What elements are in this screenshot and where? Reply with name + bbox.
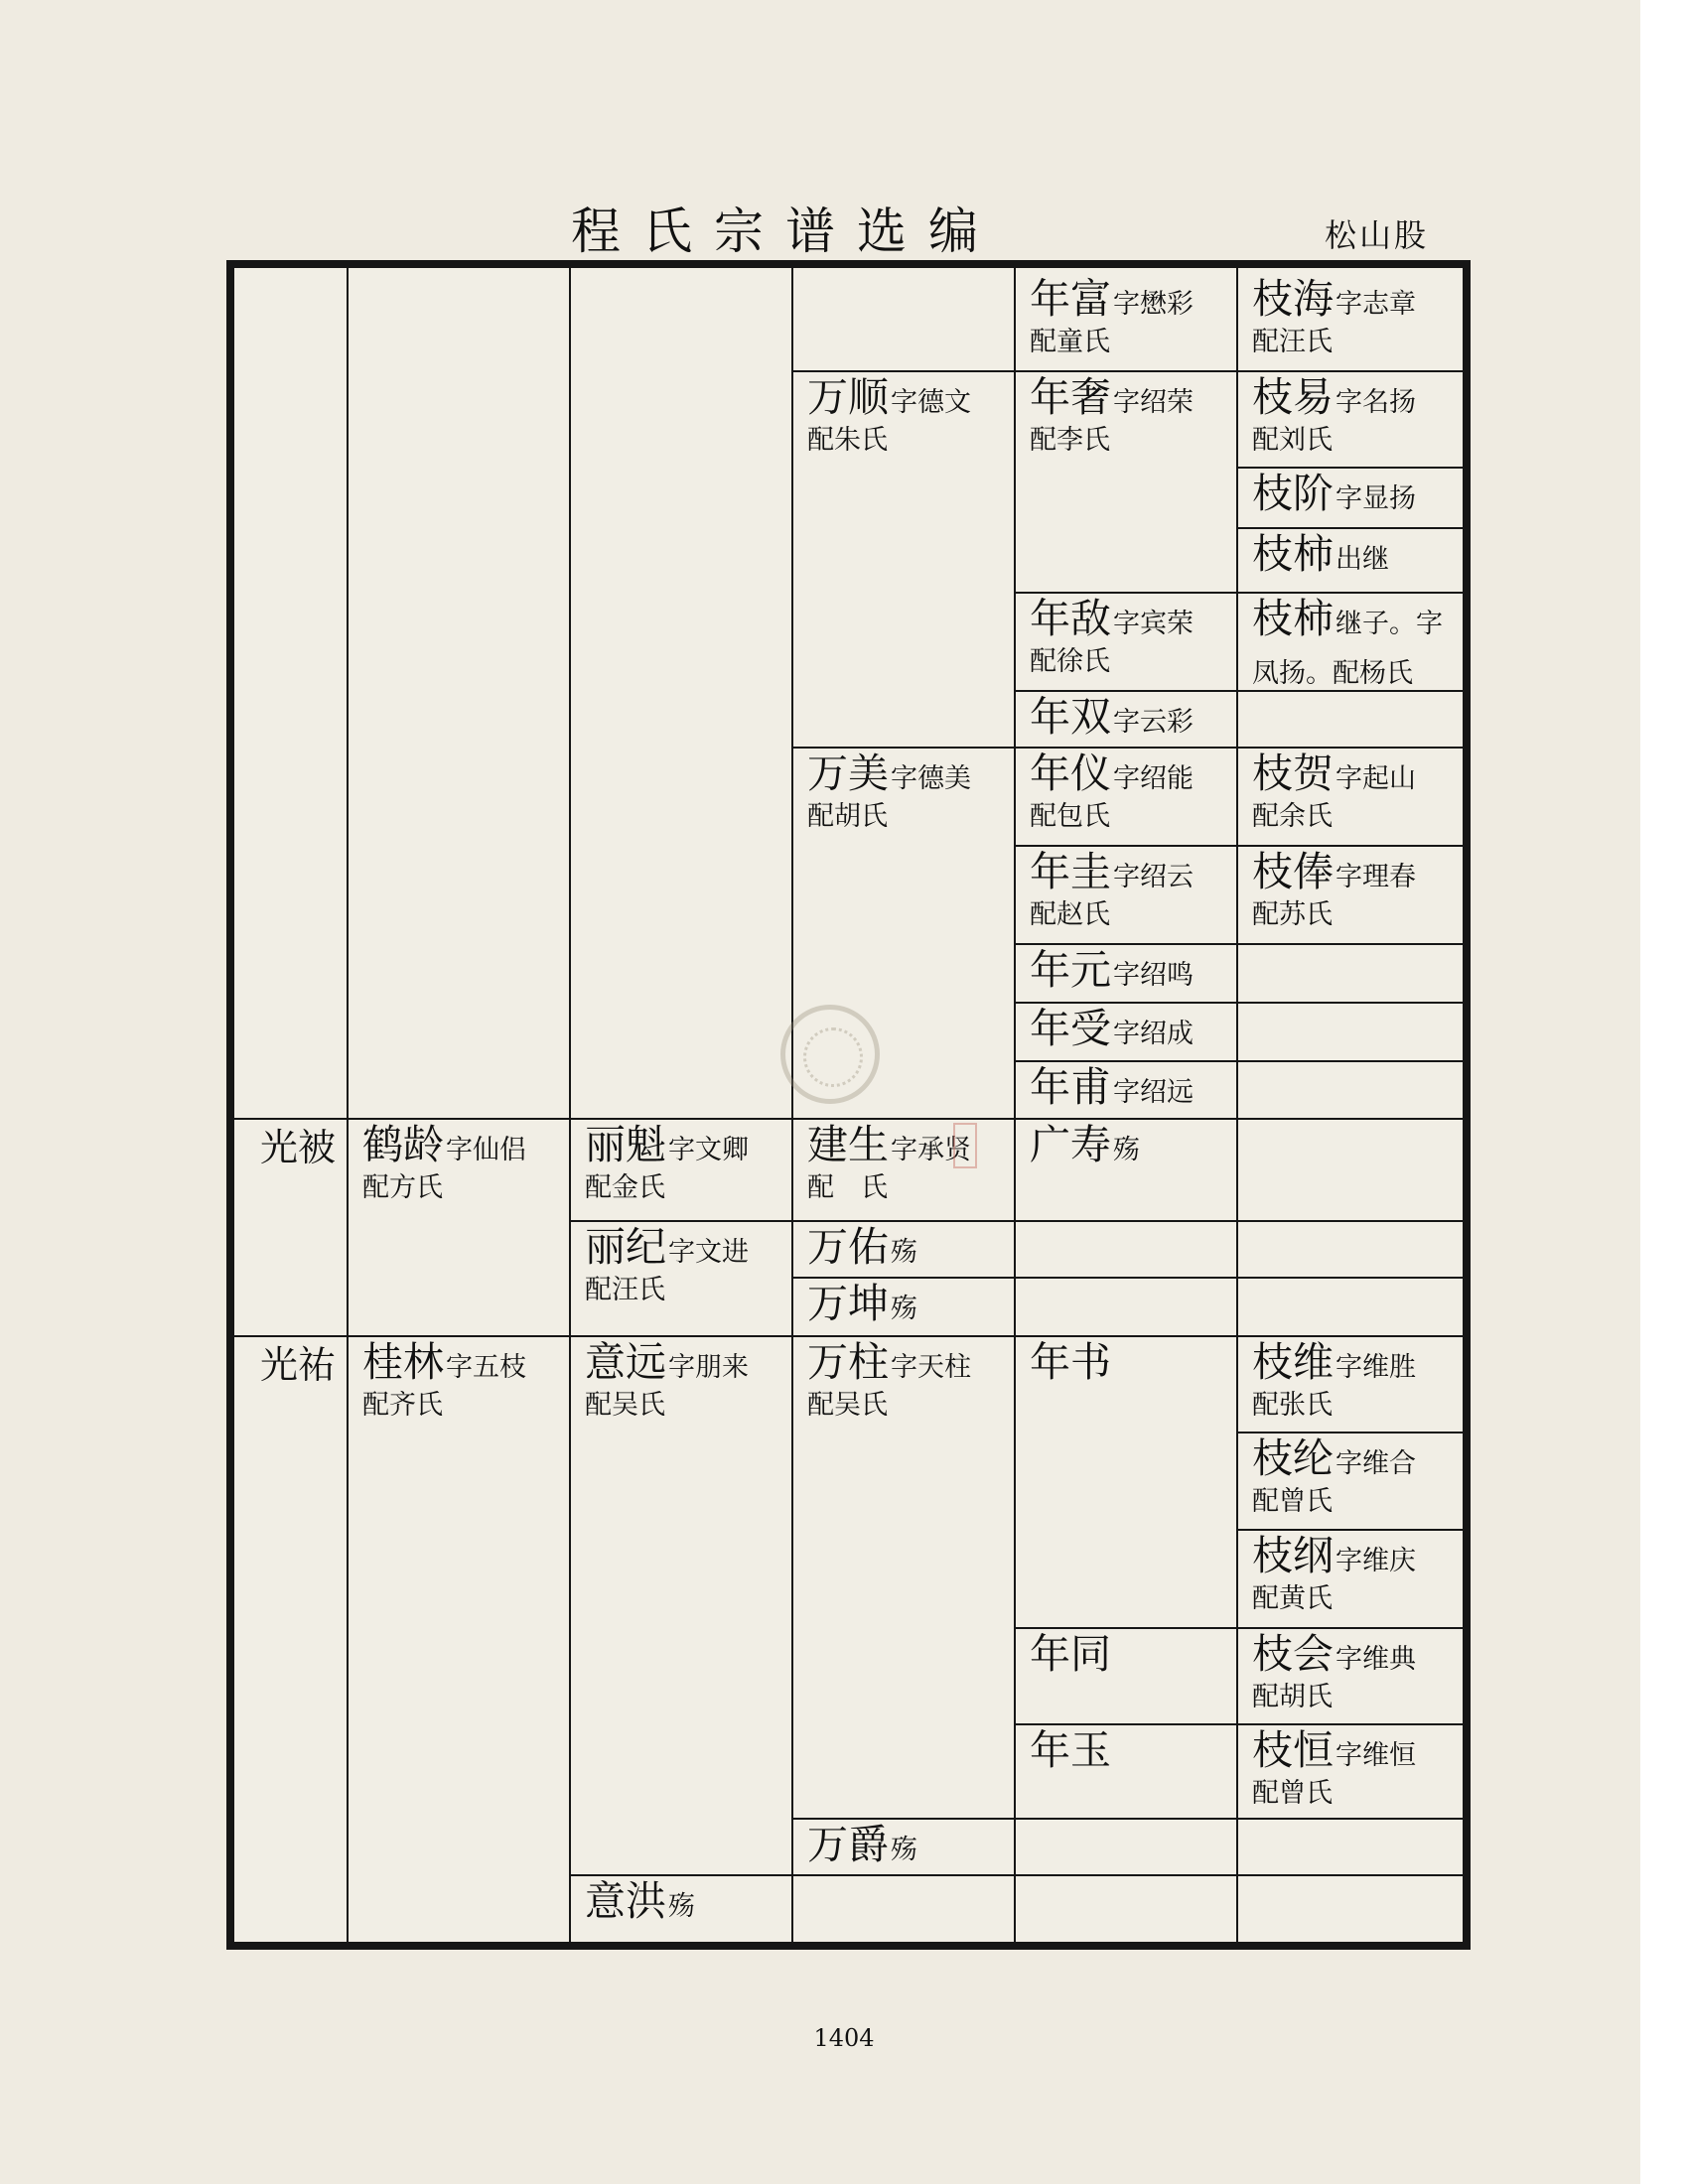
generation-5-entry	[1014, 370, 1194, 458]
row-divider	[569, 1874, 1463, 1876]
given-name: 年圭	[1030, 848, 1111, 895]
generation-6-entry	[1236, 467, 1416, 524]
person-name	[1030, 1062, 1194, 1118]
branch-label: 松山股	[1325, 216, 1430, 254]
courtesy-name: 字绍能	[1113, 763, 1194, 794]
person-name	[807, 372, 971, 428]
given-name: 枝俸	[1252, 848, 1334, 895]
given-name: 年双	[1030, 693, 1111, 741]
courtesy-name: 字显扬	[1336, 483, 1416, 514]
generation-3-entry	[569, 1118, 749, 1205]
note: 殇	[668, 1891, 695, 1922]
courtesy-name: 字承贤	[891, 1135, 971, 1165]
given-name: 丽纪	[585, 1223, 666, 1271]
courtesy-name: 字文卿	[668, 1135, 749, 1165]
generation-1-entry	[234, 1335, 336, 1393]
given-name: 万爵	[807, 1821, 889, 1868]
page-title: 程氏宗谱选编	[571, 203, 1000, 260]
spouse: 配吴氏	[585, 1390, 665, 1421]
spouse: 配吴氏	[807, 1390, 888, 1421]
courtesy-name: 字维胜	[1336, 1352, 1416, 1383]
courtesy-name: 字维典	[1336, 1644, 1416, 1675]
courtesy-name: 字仙侣	[446, 1135, 526, 1165]
courtesy-name: 字维恒	[1336, 1740, 1416, 1771]
column-divider	[347, 268, 349, 1942]
generation-6-entry	[1236, 747, 1416, 834]
column-divider	[791, 268, 793, 1942]
person-name	[807, 1279, 917, 1334]
given-name: 枝纲	[1252, 1532, 1334, 1579]
given-name: 枝柿	[1252, 595, 1334, 642]
given-name: 枝阶	[1252, 470, 1334, 517]
given-name: 万坤	[807, 1280, 889, 1327]
courtesy-name: 字宾荣	[1113, 609, 1194, 639]
generation-4-entry	[791, 1335, 971, 1423]
person-name	[1030, 847, 1194, 902]
courtesy-name: 字文进	[668, 1237, 749, 1268]
courtesy-name: 字维庆	[1336, 1546, 1416, 1576]
person-name	[1252, 1725, 1416, 1781]
generation-4-entry	[791, 1277, 917, 1334]
person-name: 年玉	[1030, 1726, 1111, 1774]
generation-4-entry	[791, 370, 971, 458]
generation-4-entry	[791, 747, 971, 834]
person-name: 光被	[260, 1126, 337, 1169]
given-name: 年仪	[1030, 750, 1111, 797]
person-name	[1252, 1531, 1416, 1586]
given-name: 枝柿	[1252, 530, 1334, 578]
watermark-seal	[780, 1005, 880, 1104]
spouse: 配曾氏	[1252, 1486, 1333, 1517]
spouse: 配 氏	[807, 1172, 888, 1203]
spouse: 配方氏	[362, 1172, 443, 1203]
generation-4-entry	[791, 1220, 917, 1278]
person-name	[1252, 847, 1416, 902]
generation-6-entry	[1236, 370, 1416, 458]
person-name	[1030, 372, 1194, 428]
person-name	[1030, 274, 1194, 330]
given-name: 广寿	[1030, 1121, 1111, 1168]
genealogy-table	[234, 268, 1463, 1942]
generation-4-entry	[791, 1118, 971, 1205]
person-name: 年书	[1030, 1338, 1111, 1386]
person-name	[807, 1337, 971, 1393]
column-divider	[569, 268, 571, 1942]
given-name: 年富	[1030, 275, 1111, 323]
generation-5-entry	[1014, 845, 1194, 932]
generation-5-entry	[1014, 1627, 1111, 1679]
person-name	[1252, 274, 1416, 330]
spouse: 配徐氏	[1030, 646, 1110, 677]
person-name	[807, 1222, 917, 1278]
given-name: 意洪	[585, 1877, 666, 1925]
courtesy-name: 字志章	[1336, 289, 1416, 320]
person-name	[1030, 1004, 1194, 1059]
courtesy-name: 字绍成	[1113, 1019, 1194, 1049]
note: 殇	[891, 1237, 917, 1268]
person-name	[807, 749, 971, 804]
spouse: 配童氏	[1030, 327, 1110, 357]
generation-5-entry	[1014, 747, 1194, 834]
person-name	[807, 1120, 971, 1175]
person-name	[1030, 749, 1194, 804]
given-name: 枝纶	[1252, 1434, 1334, 1482]
given-name: 桂林	[362, 1338, 444, 1386]
given-name: 意远	[585, 1338, 666, 1386]
courtesy-name: 字德美	[891, 763, 971, 794]
spouse: 配李氏	[1030, 425, 1110, 456]
given-name: 枝海	[1252, 275, 1334, 323]
person-name	[362, 1337, 526, 1393]
given-name: 年受	[1030, 1005, 1111, 1052]
generation-4-entry	[791, 1818, 917, 1875]
generation-3-entry	[569, 1335, 749, 1423]
courtesy-name: 字天柱	[891, 1352, 971, 1383]
spouse: 配金氏	[585, 1172, 665, 1203]
generation-6-entry	[1236, 1529, 1416, 1616]
person-name	[1252, 1337, 1416, 1393]
person-name: 年同	[1030, 1630, 1111, 1678]
spouse: 配曾氏	[1252, 1778, 1333, 1809]
given-name: 年甫	[1030, 1063, 1111, 1111]
courtesy-name: 字绍云	[1113, 862, 1194, 892]
generation-5-entry	[1014, 1723, 1111, 1775]
person-name	[1030, 1120, 1140, 1175]
person-name	[585, 1120, 749, 1175]
spouse: 配苏氏	[1252, 899, 1333, 930]
courtesy-name: 字维合	[1336, 1448, 1416, 1479]
spouse: 配汪氏	[585, 1275, 665, 1305]
spouse: 配刘氏	[1252, 425, 1333, 456]
given-name: 年元	[1030, 946, 1111, 994]
generation-6-entry	[1236, 592, 1465, 693]
generation-6-entry	[1236, 527, 1389, 585]
note: 殇	[1113, 1135, 1140, 1165]
generation-6-entry	[1236, 1335, 1416, 1423]
generation-5-entry	[1014, 1060, 1194, 1118]
note: 继子。字凤扬。配杨氏	[1252, 609, 1443, 689]
spouse: 配胡氏	[1252, 1682, 1333, 1712]
page-number: 1404	[813, 2024, 875, 2052]
given-name: 万佑	[807, 1223, 889, 1271]
generation-3-entry	[569, 1220, 749, 1307]
generation-5-entry	[1014, 690, 1194, 748]
person-name	[1030, 594, 1194, 649]
courtesy-name: 字五枝	[446, 1352, 526, 1383]
courtesy-name: 字绍鸣	[1113, 960, 1194, 991]
generation-6-entry	[1236, 272, 1416, 359]
spouse: 配胡氏	[807, 801, 888, 832]
spouse: 配齐氏	[362, 1390, 443, 1421]
generation-5-entry	[1014, 272, 1194, 359]
courtesy-name: 字绍荣	[1113, 387, 1194, 418]
courtesy-name: 字理春	[1336, 862, 1416, 892]
courtesy-name: 字朋来	[668, 1352, 749, 1383]
red-stamp	[953, 1123, 977, 1168]
person-name	[1030, 692, 1194, 748]
given-name: 枝会	[1252, 1630, 1334, 1678]
generation-6-entry	[1236, 1723, 1416, 1811]
person-name	[1252, 372, 1416, 428]
note: 殇	[891, 1835, 917, 1865]
given-name: 枝恒	[1252, 1726, 1334, 1774]
generation-6-entry	[1236, 1432, 1416, 1519]
generation-1-entry	[234, 1118, 336, 1175]
person-name	[585, 1222, 749, 1278]
spouse: 配赵氏	[1030, 899, 1110, 930]
person-name	[1252, 529, 1389, 585]
given-name: 枝贺	[1252, 750, 1334, 797]
person-name: 光祐	[260, 1343, 337, 1387]
generation-2-entry	[347, 1335, 526, 1423]
generation-5-entry	[1014, 1335, 1111, 1387]
generation-6-entry	[1236, 845, 1416, 932]
courtesy-name: 字起山	[1336, 763, 1416, 794]
person-name	[1252, 469, 1416, 524]
given-name: 鹤龄	[362, 1121, 444, 1168]
given-name: 年敌	[1030, 595, 1111, 642]
note: 出继	[1336, 544, 1389, 575]
person-name	[1252, 1433, 1416, 1489]
given-name: 枝维	[1252, 1338, 1334, 1386]
generation-5-entry	[1014, 943, 1194, 1001]
generation-5-entry	[1014, 592, 1194, 679]
generation-5-entry	[1014, 1118, 1140, 1175]
person-name	[585, 1337, 749, 1393]
spouse: 配黄氏	[1252, 1583, 1333, 1614]
given-name: 万美	[807, 750, 889, 797]
generation-3-entry	[569, 1874, 695, 1932]
spouse: 配汪氏	[1252, 327, 1333, 357]
given-name: 建生	[807, 1121, 889, 1168]
courtesy-name: 字云彩	[1113, 707, 1194, 738]
given-name: 年奢	[1030, 373, 1111, 421]
note: 殇	[891, 1294, 917, 1324]
generation-2-entry	[347, 1118, 526, 1205]
person-name	[585, 1876, 695, 1932]
courtesy-name: 字德文	[891, 387, 971, 418]
spouse: 配余氏	[1252, 801, 1333, 832]
person-name	[362, 1120, 526, 1175]
spouse: 配包氏	[1030, 801, 1110, 832]
spouse: 配张氏	[1252, 1390, 1333, 1421]
person-name	[1030, 945, 1194, 1001]
courtesy-name: 字名扬	[1336, 387, 1416, 418]
given-name: 丽魁	[585, 1121, 666, 1168]
person-name	[1252, 1629, 1416, 1685]
generation-5-entry	[1014, 1002, 1194, 1059]
given-name: 枝易	[1252, 373, 1334, 421]
spouse: 配朱氏	[807, 425, 888, 456]
courtesy-name: 字绍远	[1113, 1077, 1194, 1108]
person-name	[1252, 749, 1416, 804]
given-name: 万顺	[807, 373, 889, 421]
courtesy-name: 字懋彩	[1113, 289, 1194, 320]
person-name	[807, 1820, 917, 1875]
person-name	[1252, 594, 1465, 693]
given-name: 万柱	[807, 1338, 889, 1386]
generation-6-entry	[1236, 1627, 1416, 1714]
